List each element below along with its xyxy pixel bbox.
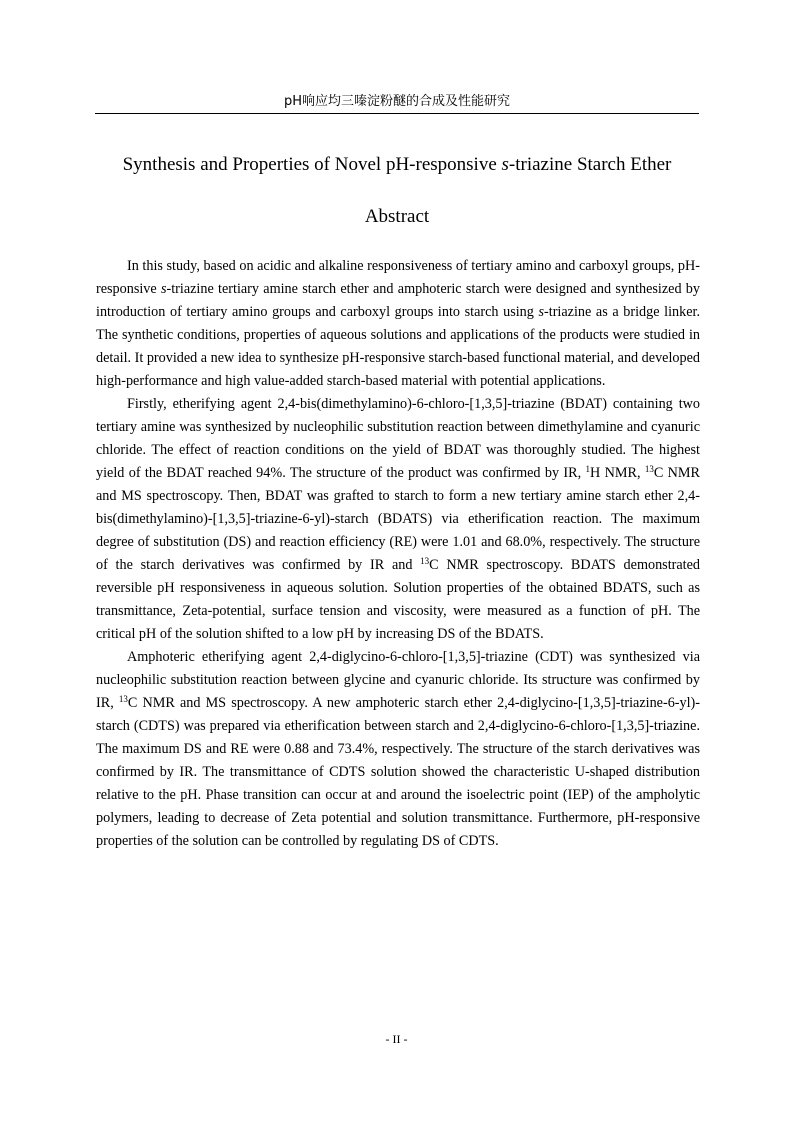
- abstract-paragraph-1: [96, 255, 700, 393]
- p3-text-a: Amphoteric etherifying agent 2,4-diglycino-6-chloro-[1,3,5]-triazine (CDT) was synthesized via nucleophilic substitution reaction between glycine and cyanuric chloride. Its structure was confirmed by IR,: [96, 649, 700, 711]
- p1-italic-2: s: [538, 304, 545, 320]
- abstract-paragraph-3: [96, 646, 700, 853]
- p3-sup-1: 13: [118, 694, 128, 704]
- abstract-body: [96, 255, 700, 853]
- header-rule: [95, 113, 699, 114]
- p2-sup-3: 13: [420, 556, 430, 566]
- p2-sup-2: 13: [644, 464, 654, 474]
- abstract-paragraph-2: [96, 393, 700, 646]
- p2-sup-1: 1: [585, 464, 591, 474]
- p1-text-b: -triazine tertiary amine starch ether and amphoteric starch were designed and synthesized by introduction of tertiary amino groups and carboxyl groups into starch using: [96, 281, 700, 320]
- title-italic-s: s: [501, 154, 509, 175]
- page-number: - II -: [385, 1032, 408, 1046]
- p1-text-a: In this study, based on acidic and alkaline responsiveness of tertiary amino and carboxyl groups, pH-responsive: [96, 258, 700, 297]
- p2-text-c: C NMR and MS spectroscopy. Then, BDAT was grafted to starch to form a new tertiary amine starch ether 2,4-bis(dimethylamino)-[1,3,5]-triazine-6-yl)-starch (BDATS) via etherification reaction. The maximum degree of substitution (DS) and reaction efficiency (RE) were 1.01 and 68.0%, respectively. The structure of the starch derivatives was confirmed by IR and: [96, 465, 700, 573]
- abstract-heading: Abstract: [364, 206, 430, 227]
- p2-text-a: Firstly, etherifying agent 2,4-bis(dimethylamino)-6-chloro-[1,3,5]-triazine (BDAT) containing two tertiary amine was synthesized by nucleophilic substitution reaction between dimethylamine and cyanuric chloride. The effect of reaction conditions on the yield of BDAT was thoroughly studied. The highest yield of the BDAT reached 94%. The structure of the product was confirmed by IR,: [96, 396, 700, 481]
- p1-text-c: -triazine as a bridge linker. The synthetic conditions, properties of aqueous solutions and applications of the products were studied in detail. It provided a new idea to synthesize pH-responsive starch-based functional material, and developed high-performance and high value-added starch-based material with potential applications.: [96, 304, 700, 389]
- title-part-2: -triazine Starch Ether: [508, 154, 672, 175]
- p1-italic-1: s: [160, 281, 167, 297]
- running-header: pH响应均三嗪淀粉醚的合成及性能研究: [283, 94, 511, 109]
- p2-text-d: C NMR spectroscopy. BDATS demonstrated reversible pH responsiveness in aqueous solution. Solution properties of the obtained BDATS, such as transmittance, Zeta-potential, surface tension and viscosity, were measured as a function of pH. The critical pH of the solution shifted to a low pH by increasing DS of the BDATS.: [96, 557, 700, 642]
- p2-text-b: H NMR,: [590, 465, 645, 481]
- p3-text-b: C NMR and MS spectroscopy. A new amphoteric starch ether 2,4-diglycino-[1,3,5]-triazine-6-yl)-starch (CDTS) was prepared via etherification between starch and 2,4-diglycino-6-chloro-[1,3,5]-triazine. The maximum DS and RE were 0.88 and 73.4%, respectively. The structure of the starch derivatives was confirmed by IR. The transmittance of CDTS solution showed the characteristic U-shaped distribution relative to the pH. Phase transition can occur at and around the isoelectric point (IEP) of the ampholytic polymers, leading to decrease of Zeta potential and solution transmittance. Furthermore, pH-responsive properties of the solution can be controlled by regulating DS of CDTS.: [96, 695, 700, 849]
- title-part-1: Synthesis and Properties of Novel pH-responsive: [122, 154, 502, 175]
- paper-title: [95, 152, 699, 178]
